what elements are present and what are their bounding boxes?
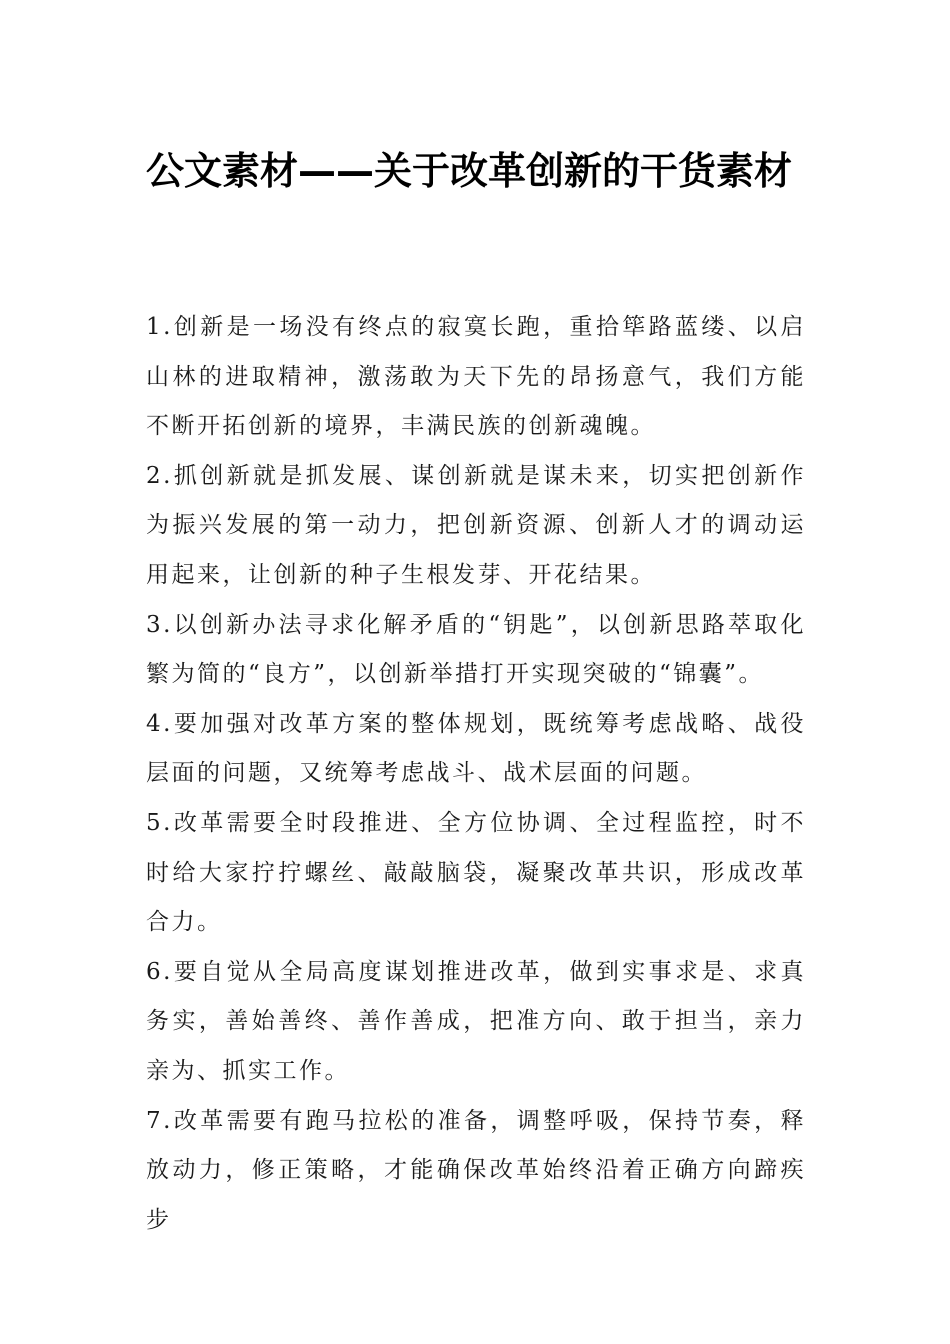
paragraph-3: 3.以创新办法寻求化解矛盾的“钥匙”，以创新思路萃取化繁为简的“良方”，以创新举措打开实现突破的“锦囊”。 — [146, 611, 806, 688]
paragraph-1: 1.创新是一场没有终点的寂寞长跑，重拾筚路蓝缕、以启山林的进取精神，激荡敢为天下先的昂扬意气，我们方能不断开拓创新的境界，丰满民族的创新魂魄。 — [146, 314, 806, 440]
paragraph-4: 4.要加强对改革方案的整体规划，既统筹考虑战略、战役层面的问题，又统筹考虑战斗、战术层面的问题。 — [146, 710, 806, 787]
paragraph-7: 7.改革需要有跑马拉松的准备，调整呼吸，保持节奏，释放动力，修正策略，才能确保改革始终沿着正确方向蹄疾步 — [146, 1107, 806, 1233]
document-title: 公文素材——关于改革创新的干货素材 — [146, 149, 793, 193]
paragraph-2: 2.抓创新就是抓发展、谋创新就是谋未来，切实把创新作为振兴发展的第一动力，把创新资源、创新人才的调动运用起来，让创新的种子生根发芽、开花结果。 — [146, 462, 806, 588]
paragraph-5: 5.改革需要全时段推进、全方位协调、全过程监控，时不时给大家拧拧螺丝、敲敲脑袋，凝聚改革共识，形成改革合力。 — [146, 809, 806, 936]
document-body — [146, 303, 806, 1245]
paragraph-6: 6.要自觉从全局高度谋划推进改革，做到实事求是、求真务实，善始善终、善作善成，把准方向、敢于担当，亲力亲为、抓实工作。 — [146, 958, 806, 1084]
